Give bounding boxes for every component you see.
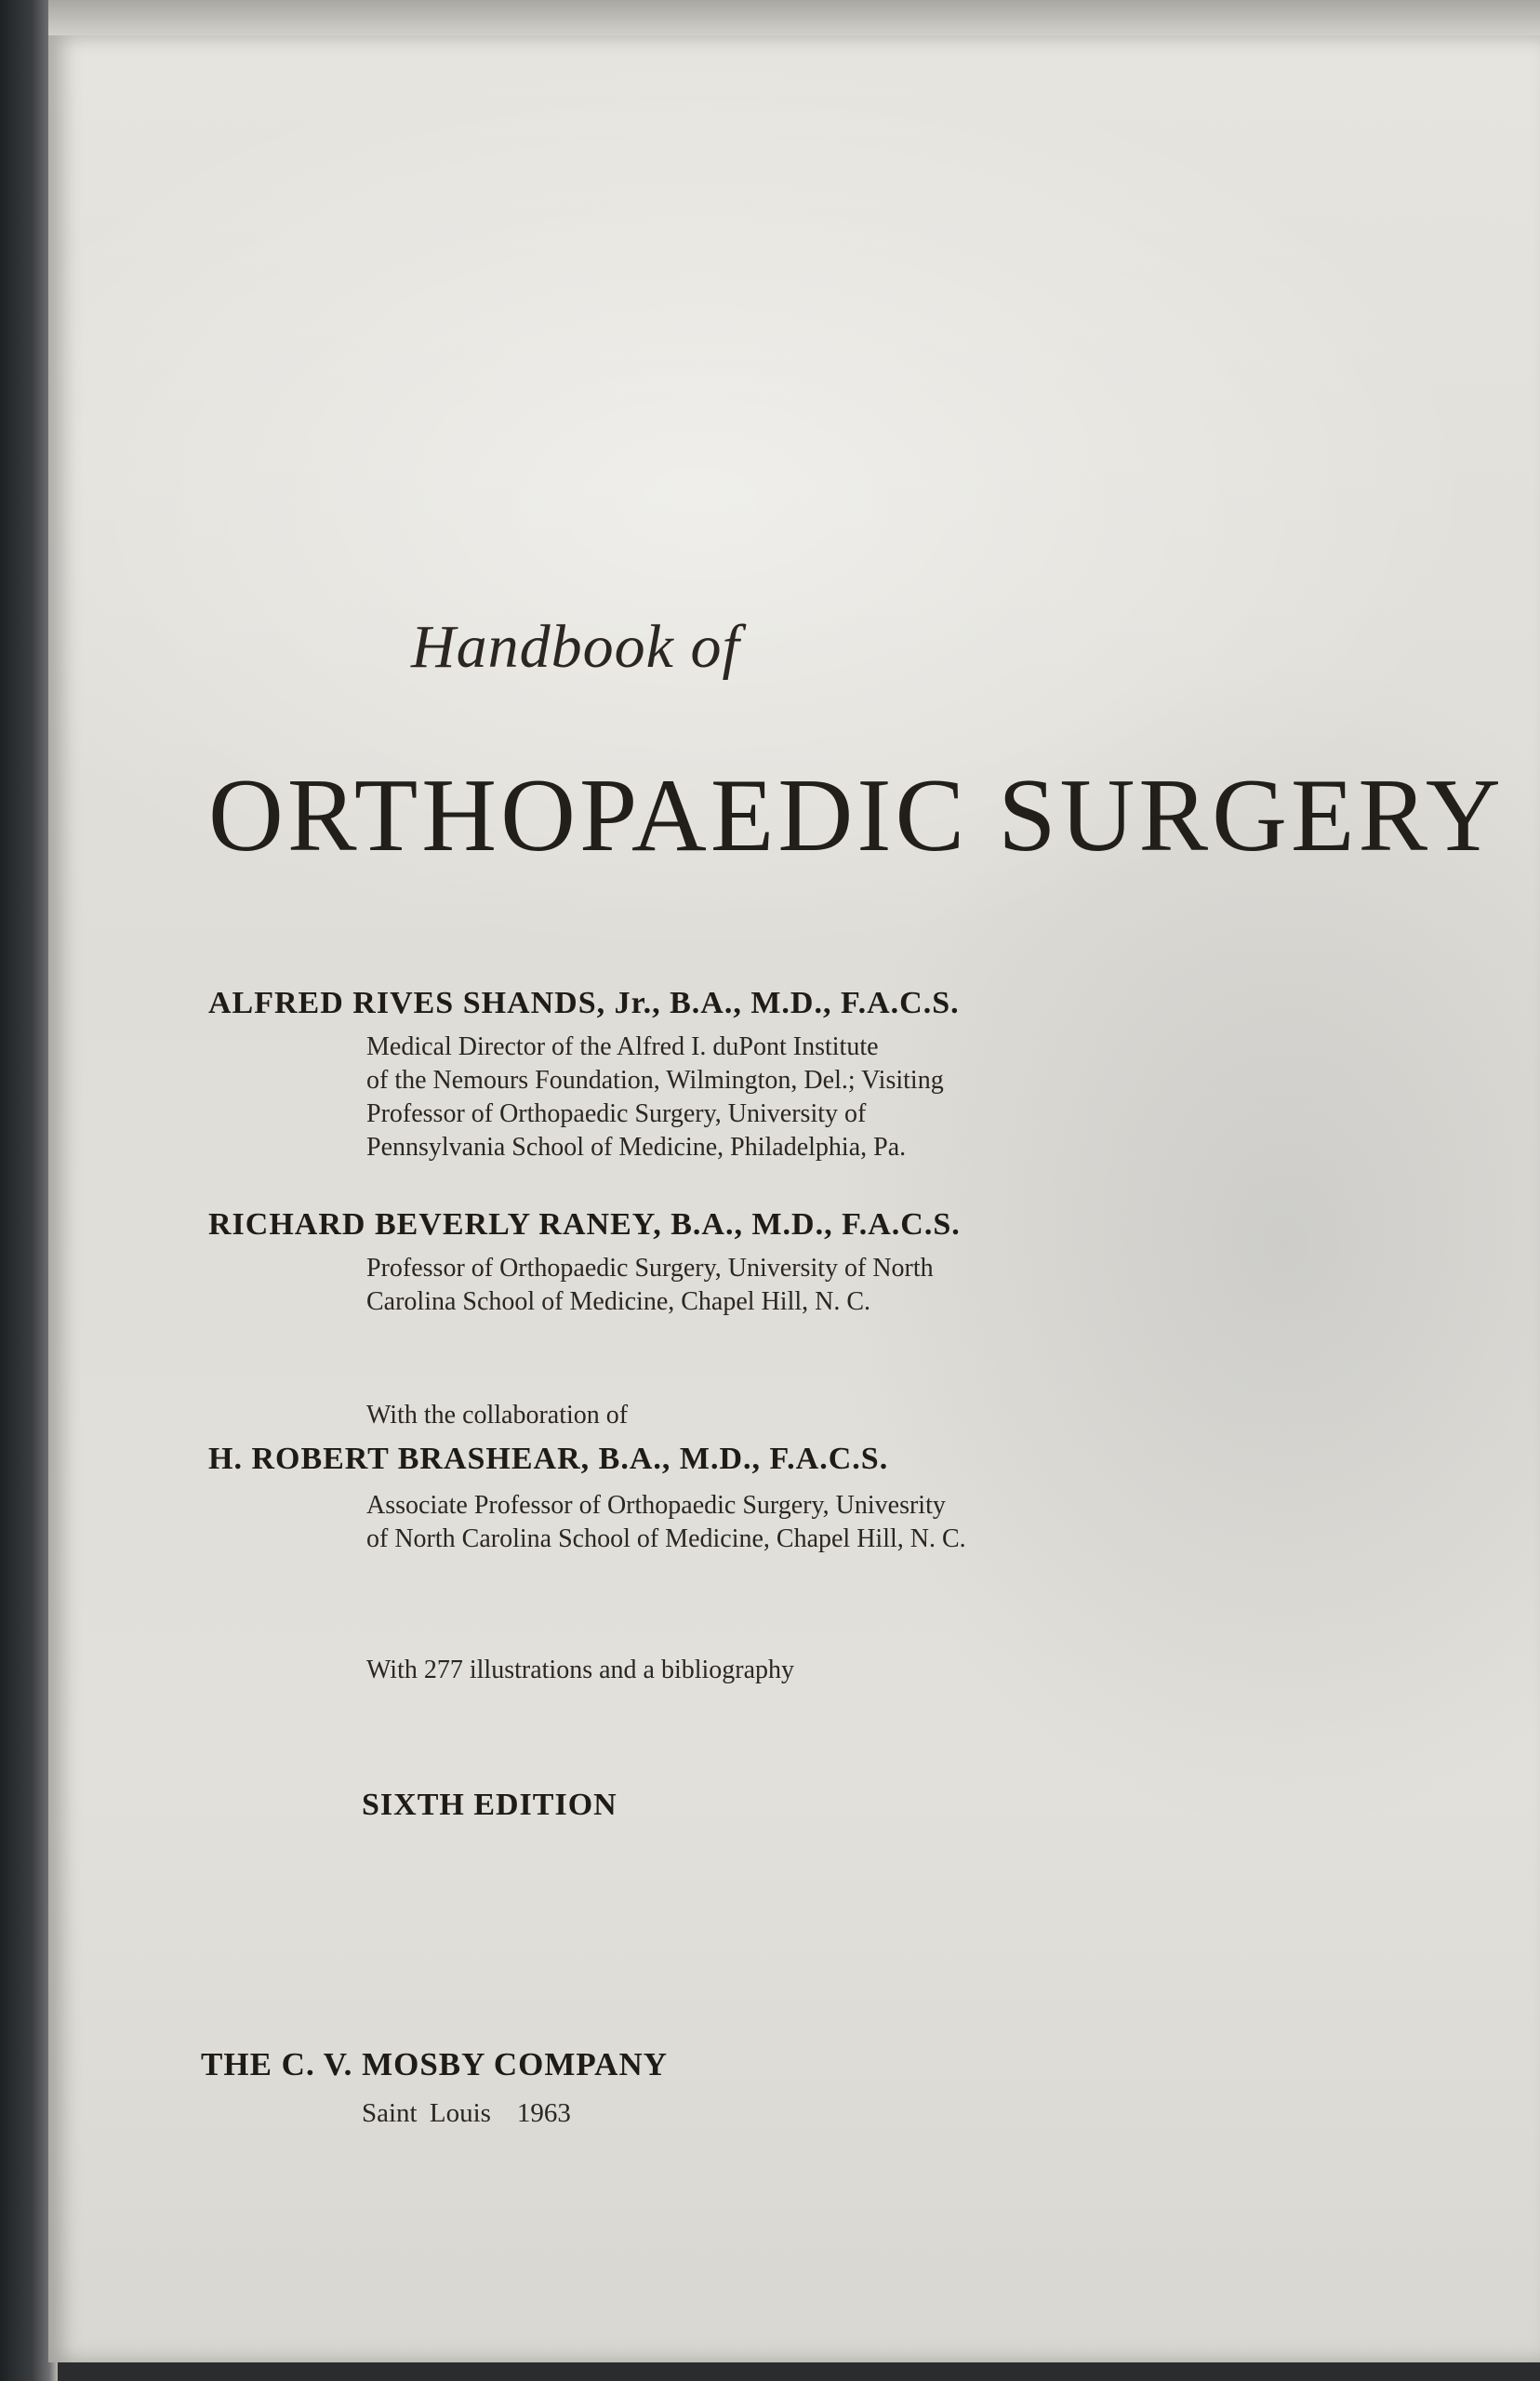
title-page <box>48 35 1540 2362</box>
affiliation-line: Professor of Orthopaedic Surgery, University of <box>366 1099 867 1128</box>
affiliation-line: Medical Director of the Alfred I. duPont Institute <box>366 1032 879 1061</box>
affiliation-line: Professor of Orthopaedic Surgery, University of North <box>366 1254 934 1283</box>
publication-year: 1963 <box>516 2098 571 2128</box>
affiliation-line: of North Carolina School of Medicine, Chapel Hill, N. C. <box>366 1524 966 1553</box>
edition-label: SIXTH EDITION <box>362 1788 617 1822</box>
author-affiliation-raney <box>366 1252 934 1319</box>
affiliation-line: Pennsylvania School of Medicine, Philadelphia, Pa. <box>366 1133 907 1162</box>
author-name-shands: ALFRED RIVES SHANDS, Jr., B.A., M.D., F.A.C.S. <box>208 986 960 1020</box>
author-name-raney: RICHARD BEVERLY RANEY, B.A., M.D., F.A.C.S. <box>208 1207 961 1242</box>
affiliation-line: Associate Professor of Orthopaedic Surgery, Univesrity <box>366 1491 946 1520</box>
collaborator-affiliation-brashear <box>366 1489 966 1556</box>
illustrations-note: With 277 illustrations and a bibliography <box>366 1656 795 1684</box>
publication-imprint <box>362 2098 571 2129</box>
collaborator-name-brashear: H. ROBERT BRASHEAR, B.A., M.D., F.A.C.S. <box>208 1442 889 1476</box>
book-title: ORTHOPAEDIC SURGERY <box>208 758 1505 873</box>
publication-place: Saint Louis <box>362 2098 491 2128</box>
affiliation-line: of the Nemours Foundation, Wilmington, Del.; Visiting <box>366 1066 944 1095</box>
affiliation-line: Carolina School of Medicine, Chapel Hill, N. C. <box>366 1287 871 1316</box>
author-affiliation-shands <box>366 1031 944 1164</box>
subtitle-handbook-of: Handbook of <box>411 613 740 681</box>
collaboration-intro: With the collaboration of <box>366 1401 629 1430</box>
publisher-name: THE C. V. MOSBY COMPANY <box>201 2046 669 2082</box>
